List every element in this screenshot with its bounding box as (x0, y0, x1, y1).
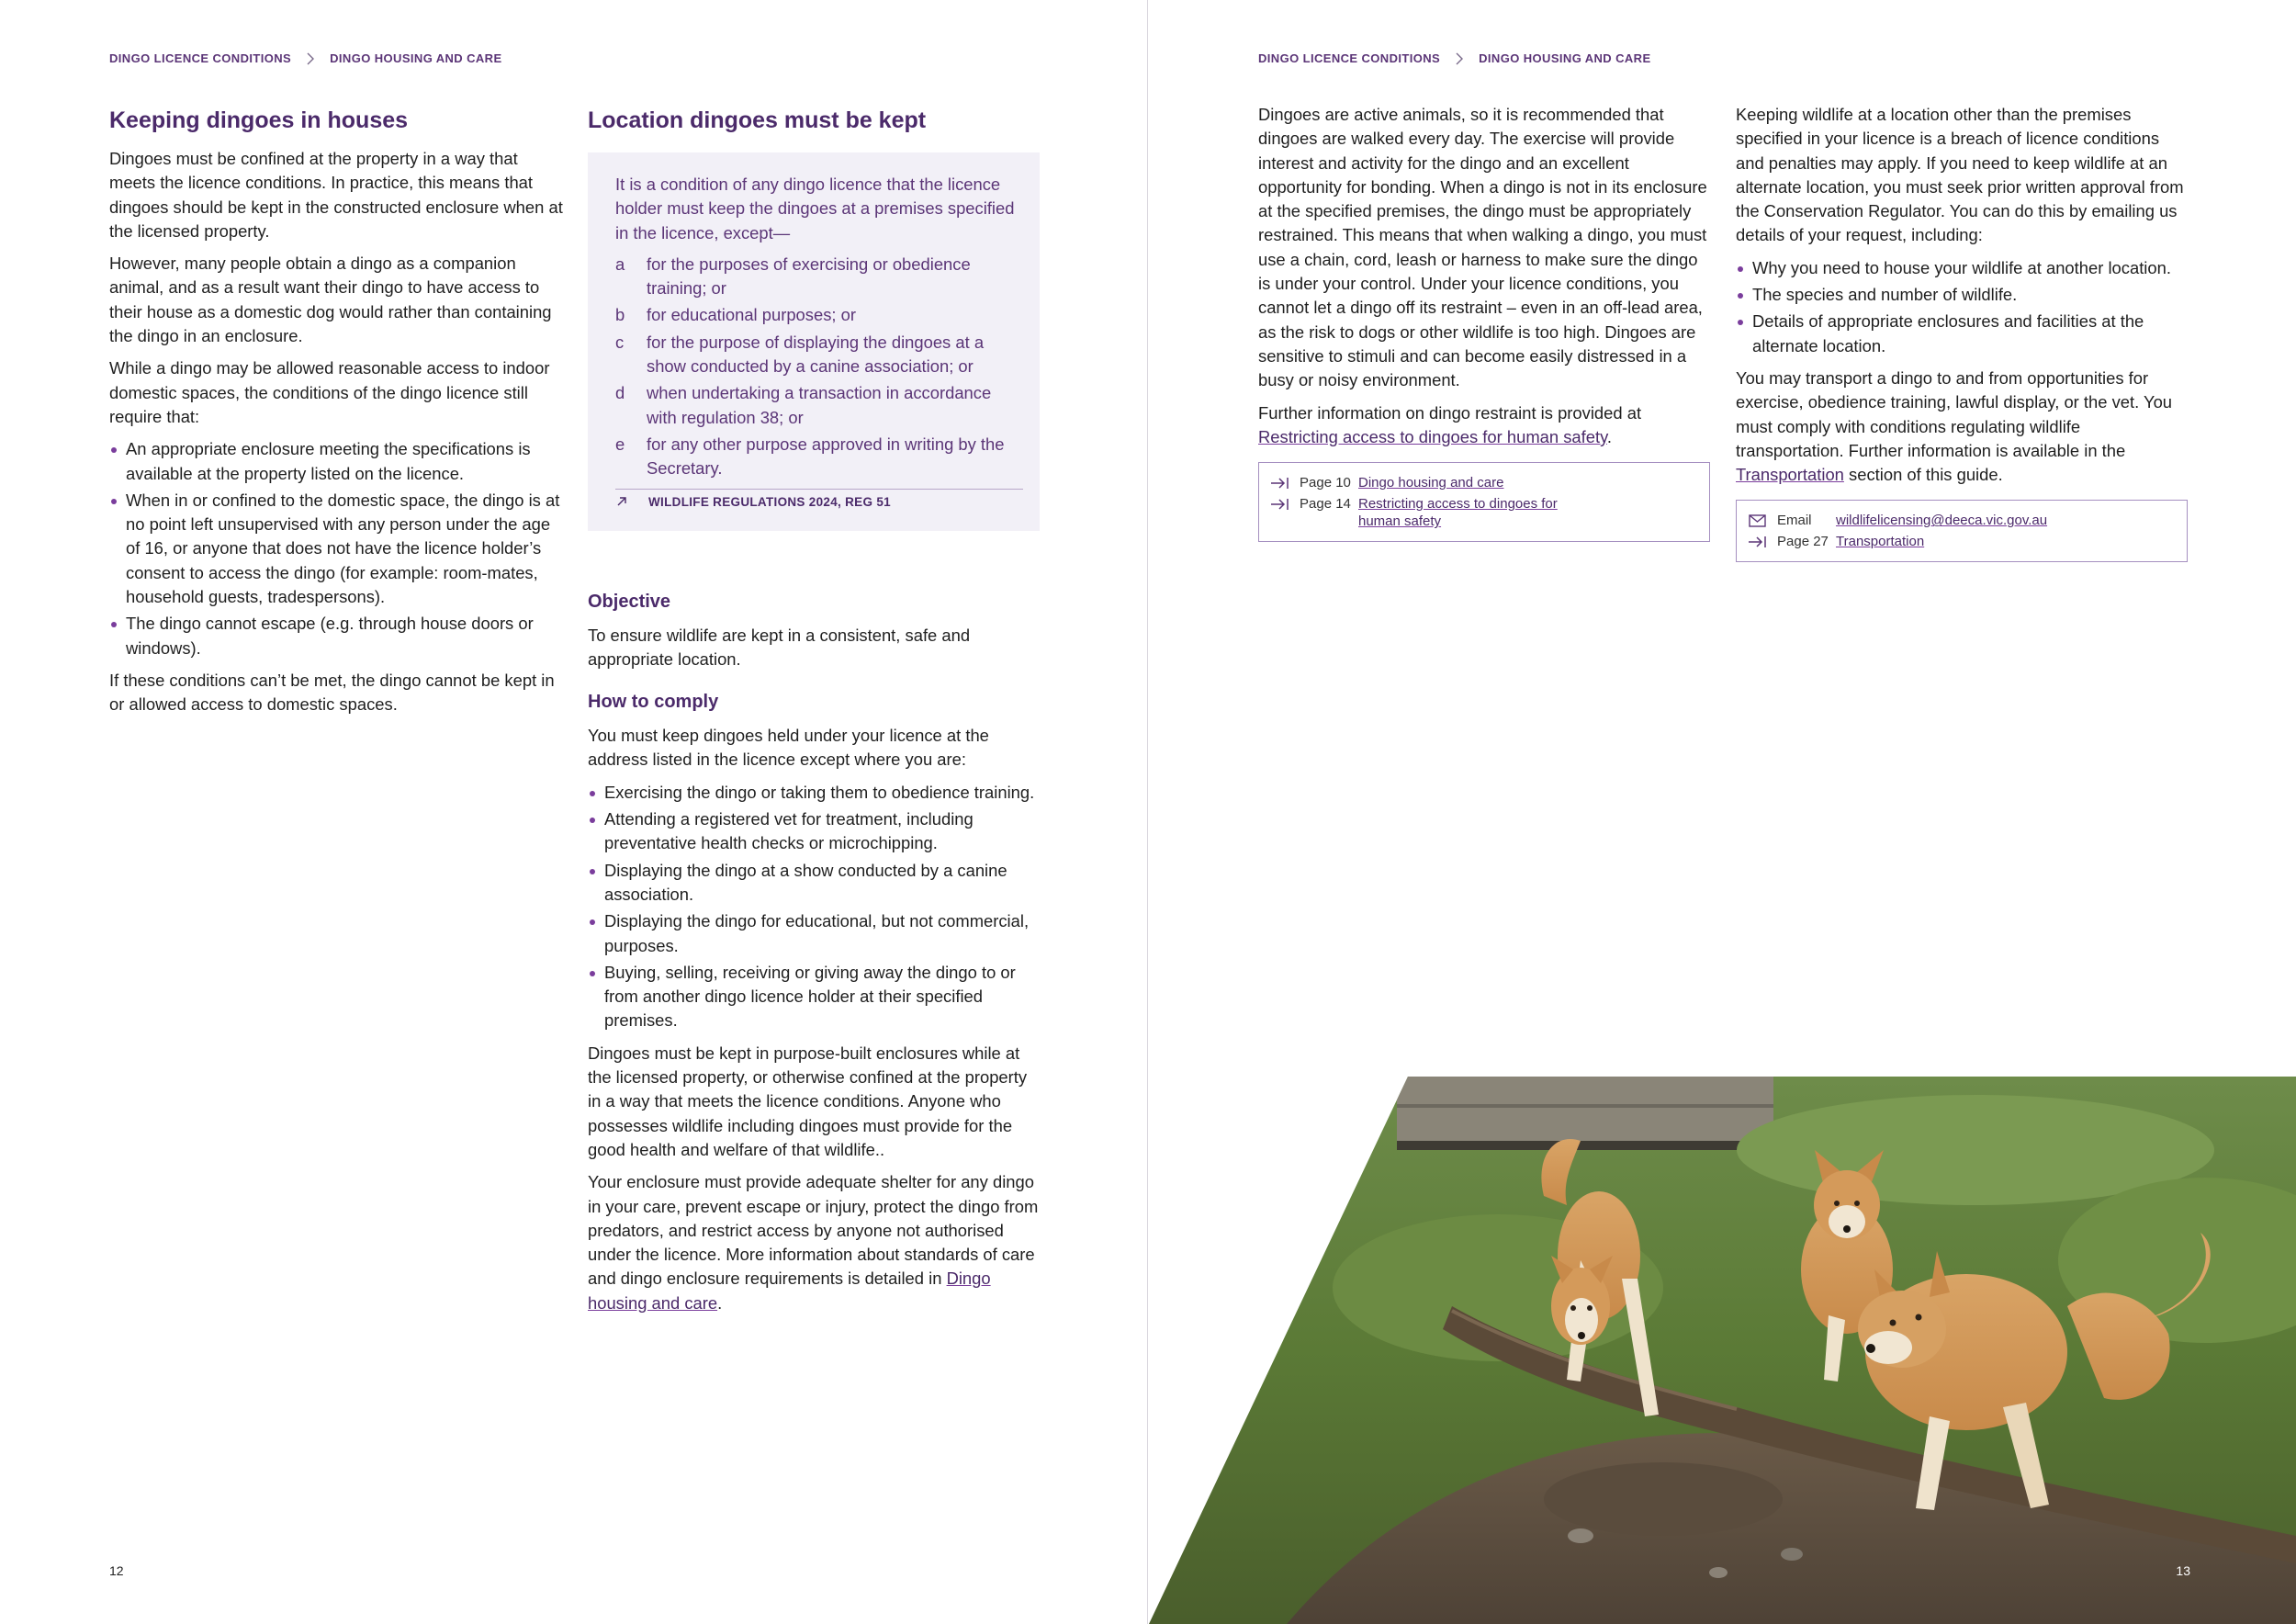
related-link[interactable]: Page 10 Dingo housing and care (1270, 474, 1698, 491)
page-13 (1149, 0, 2296, 1624)
heading-location-dingoes-must-be-kept: Location dingoes must be kept (588, 107, 927, 133)
list-item: The species and number of wildlife. (1736, 283, 2188, 307)
breadcrumb-current[interactable]: DINGO HOUSING AND CARE (330, 51, 502, 65)
paragraph: Dingoes are active animals, so it is recommended that dingoes are walked every day. The exercise will provide interest and activity for the dingo and an excellent opportunity for bonding. When a dingo is not in its enclosure at the specified premises, the dingo must be appropriately restrained. This means that when walking a dingo, you must use a chain, cord, leash or harness to make sure the dingo is under your control. Under your licence conditions, you cannot let a dingo off its restraint – even in an off-lead area, as the risk to dogs or other wildlife is too high. Dingoes are sensitive to stimuli and can become easily distressed in a busy or noisy environment. (1258, 105, 1707, 390)
breadcrumb (109, 51, 502, 65)
link-restricting-access[interactable]: Restricting access to dingoes for human safety (1258, 426, 1607, 446)
paragraph: While a dingo may be allowed reasonable access to indoor domestic spaces, the conditions of the dingo licence still require that: (109, 358, 550, 426)
list-item: Displaying the dingo for educational, but not commercial, purposes. (588, 909, 1040, 958)
chevron-right-icon (304, 52, 317, 65)
envelope-icon (1748, 513, 1768, 529)
link-dingo-housing-and-care[interactable]: Dingo housing and care (588, 1269, 991, 1313)
arrow-up-right-icon (615, 495, 628, 508)
callout-item: e for any other purpose approved in writing by the Secretary. (615, 434, 1005, 479)
callout-item: a for the purposes of exercising or obedience training; or (615, 254, 971, 299)
bullet-list (1736, 256, 2188, 358)
arrow-to-line-icon (1270, 475, 1290, 491)
paragraph: Your enclosure must provide adequate shelter for any dingo in your care, prevent escape or injury, protect the dingo from predators, and restrict access by anyone not authorised under the licence. More information about standards of care and dingo enclosure requirements is detailed in Dingo housing and care. (588, 1172, 1039, 1313)
paragraph: You may transport a dingo to and from opportunities for exercise, obedience training, lawful display, or the vet. You must comply with conditions regulating wildlife transportation. Further information is available in the Transportation section of this guide. (1736, 367, 2173, 485)
related-link[interactable]: Page 27 Transportation (1748, 533, 2176, 550)
regulation-reference: WILDLIFE REGULATIONS 2024, REG 51 (615, 489, 1023, 509)
arrow-to-line-icon (1270, 496, 1290, 513)
heading-objective: Objective (588, 591, 671, 612)
right-column-2 (1736, 101, 2188, 562)
paragraph: Dingoes must be confined at the property in a way that meets the licence conditions. In practice, this means that dingoes should be kept in the constructed enclosure when at the licensed property. (109, 149, 563, 241)
list-item: Details of appropriate enclosures and facilities at the alternate location. (1736, 310, 2188, 358)
heading-how-to-comply: How to comply (588, 692, 719, 713)
breadcrumb-parent[interactable]: DINGO LICENCE CONDITIONS (109, 51, 292, 65)
breadcrumb-current[interactable]: DINGO HOUSING AND CARE (1479, 51, 1651, 65)
right-column-1 (1258, 101, 1710, 542)
regulation-callout (588, 152, 1040, 531)
paragraph: Keeping wildlife at a location other than the premises specified in your licence is a breach of licence conditions and penalties may apply. If you need to keep wildlife at an alternate location, you must seek prior written approval from the Conservation Regulator. You can do this by emailing us details of your request, including: (1736, 105, 2184, 245)
breadcrumb-parent[interactable]: DINGO LICENCE CONDITIONS (1258, 51, 1441, 65)
email-link[interactable]: Email wildlifelicensing@deeca.vic.gov.au (1748, 512, 2176, 529)
related-link[interactable]: Page 14 Restricting access to dingoes for human safety (1270, 495, 1698, 530)
list-item: The dingo cannot escape (e.g. through house doors or windows). (109, 612, 563, 660)
contact-links-box (1736, 500, 2188, 562)
list-item: Buying, selling, receiving or giving away the dingo to or from another dingo licence holder at their specified premises. (588, 961, 1040, 1033)
left-column-2 (588, 101, 1040, 1324)
list-item: Why you need to house your wildlife at another location. (1736, 256, 2188, 280)
related-links-box (1258, 462, 1710, 542)
page-number: 12 (109, 1563, 124, 1578)
dingo-photograph (1149, 1077, 2296, 1624)
arrow-to-line-icon (1748, 534, 1768, 550)
heading-keeping-dingoes-in-houses: Keeping dingoes in houses (109, 107, 409, 133)
callout-item: d when undertaking a transaction in accordance with regulation 38; or (615, 383, 992, 427)
paragraph: If these conditions can’t be met, the dingo cannot be kept in or allowed access to domestic spaces. (109, 670, 555, 715)
list-item: Displaying the dingo at a show conducted by a canine association. (588, 859, 1040, 908)
bullet-list (588, 781, 1040, 1033)
callout-item: b for educational purposes; or (615, 305, 856, 325)
link-transportation[interactable]: Transportation (1736, 465, 1844, 485)
paragraph: However, many people obtain a dingo as a companion animal, and as a result want their dingo to have access to their house as a domestic dog would rather than containing the dingo in an enclosure. (109, 254, 552, 346)
callout-lead: It is a condition of any dingo licence that the licence holder must keep the dingoes at a premises specified in the licence, except— (615, 175, 1015, 242)
paragraph: Dingoes must be kept in purpose-built enclosures while at the licensed property, or otherwise confined at the property in a way that meets the licence conditions. Anyone who possesses wildlife including dingoes must provide for the good health and welfare of that wildlife.. (588, 1043, 1028, 1159)
list-item: An appropriate enclosure meeting the specifications is available at the property listed on the licence. (109, 437, 563, 486)
paragraph: To ensure wildlife are kept in a consistent, safe and appropriate location. (588, 625, 971, 669)
callout-item: c for the purpose of displaying the dingoes at a show conducted by a canine association; or (615, 332, 985, 377)
page-number: 13 (2176, 1563, 2190, 1578)
list-item: When in or confined to the domestic space, the dingo is at no point left unsupervised with any person under the age of 16, or anyone that does not have the licence holder’s consent to access the dingo (for example: room-mates, household guests, tradespersons). (109, 489, 563, 609)
breadcrumb (1258, 51, 1651, 65)
chevron-right-icon (1453, 52, 1466, 65)
paragraph: You must keep dingoes held under your licence at the address listed in the licence except where you are: (588, 726, 989, 770)
list-item: Attending a registered vet for treatment, including preventative health checks or microchipping. (588, 807, 1040, 856)
bullet-list (109, 437, 563, 660)
list-item: Exercising the dingo or taking them to obedience training. (588, 781, 1040, 805)
paragraph: Further information on dingo restraint is provided at Restricting access to dingoes for human safety. (1258, 402, 1642, 446)
left-column-1 (109, 101, 563, 726)
